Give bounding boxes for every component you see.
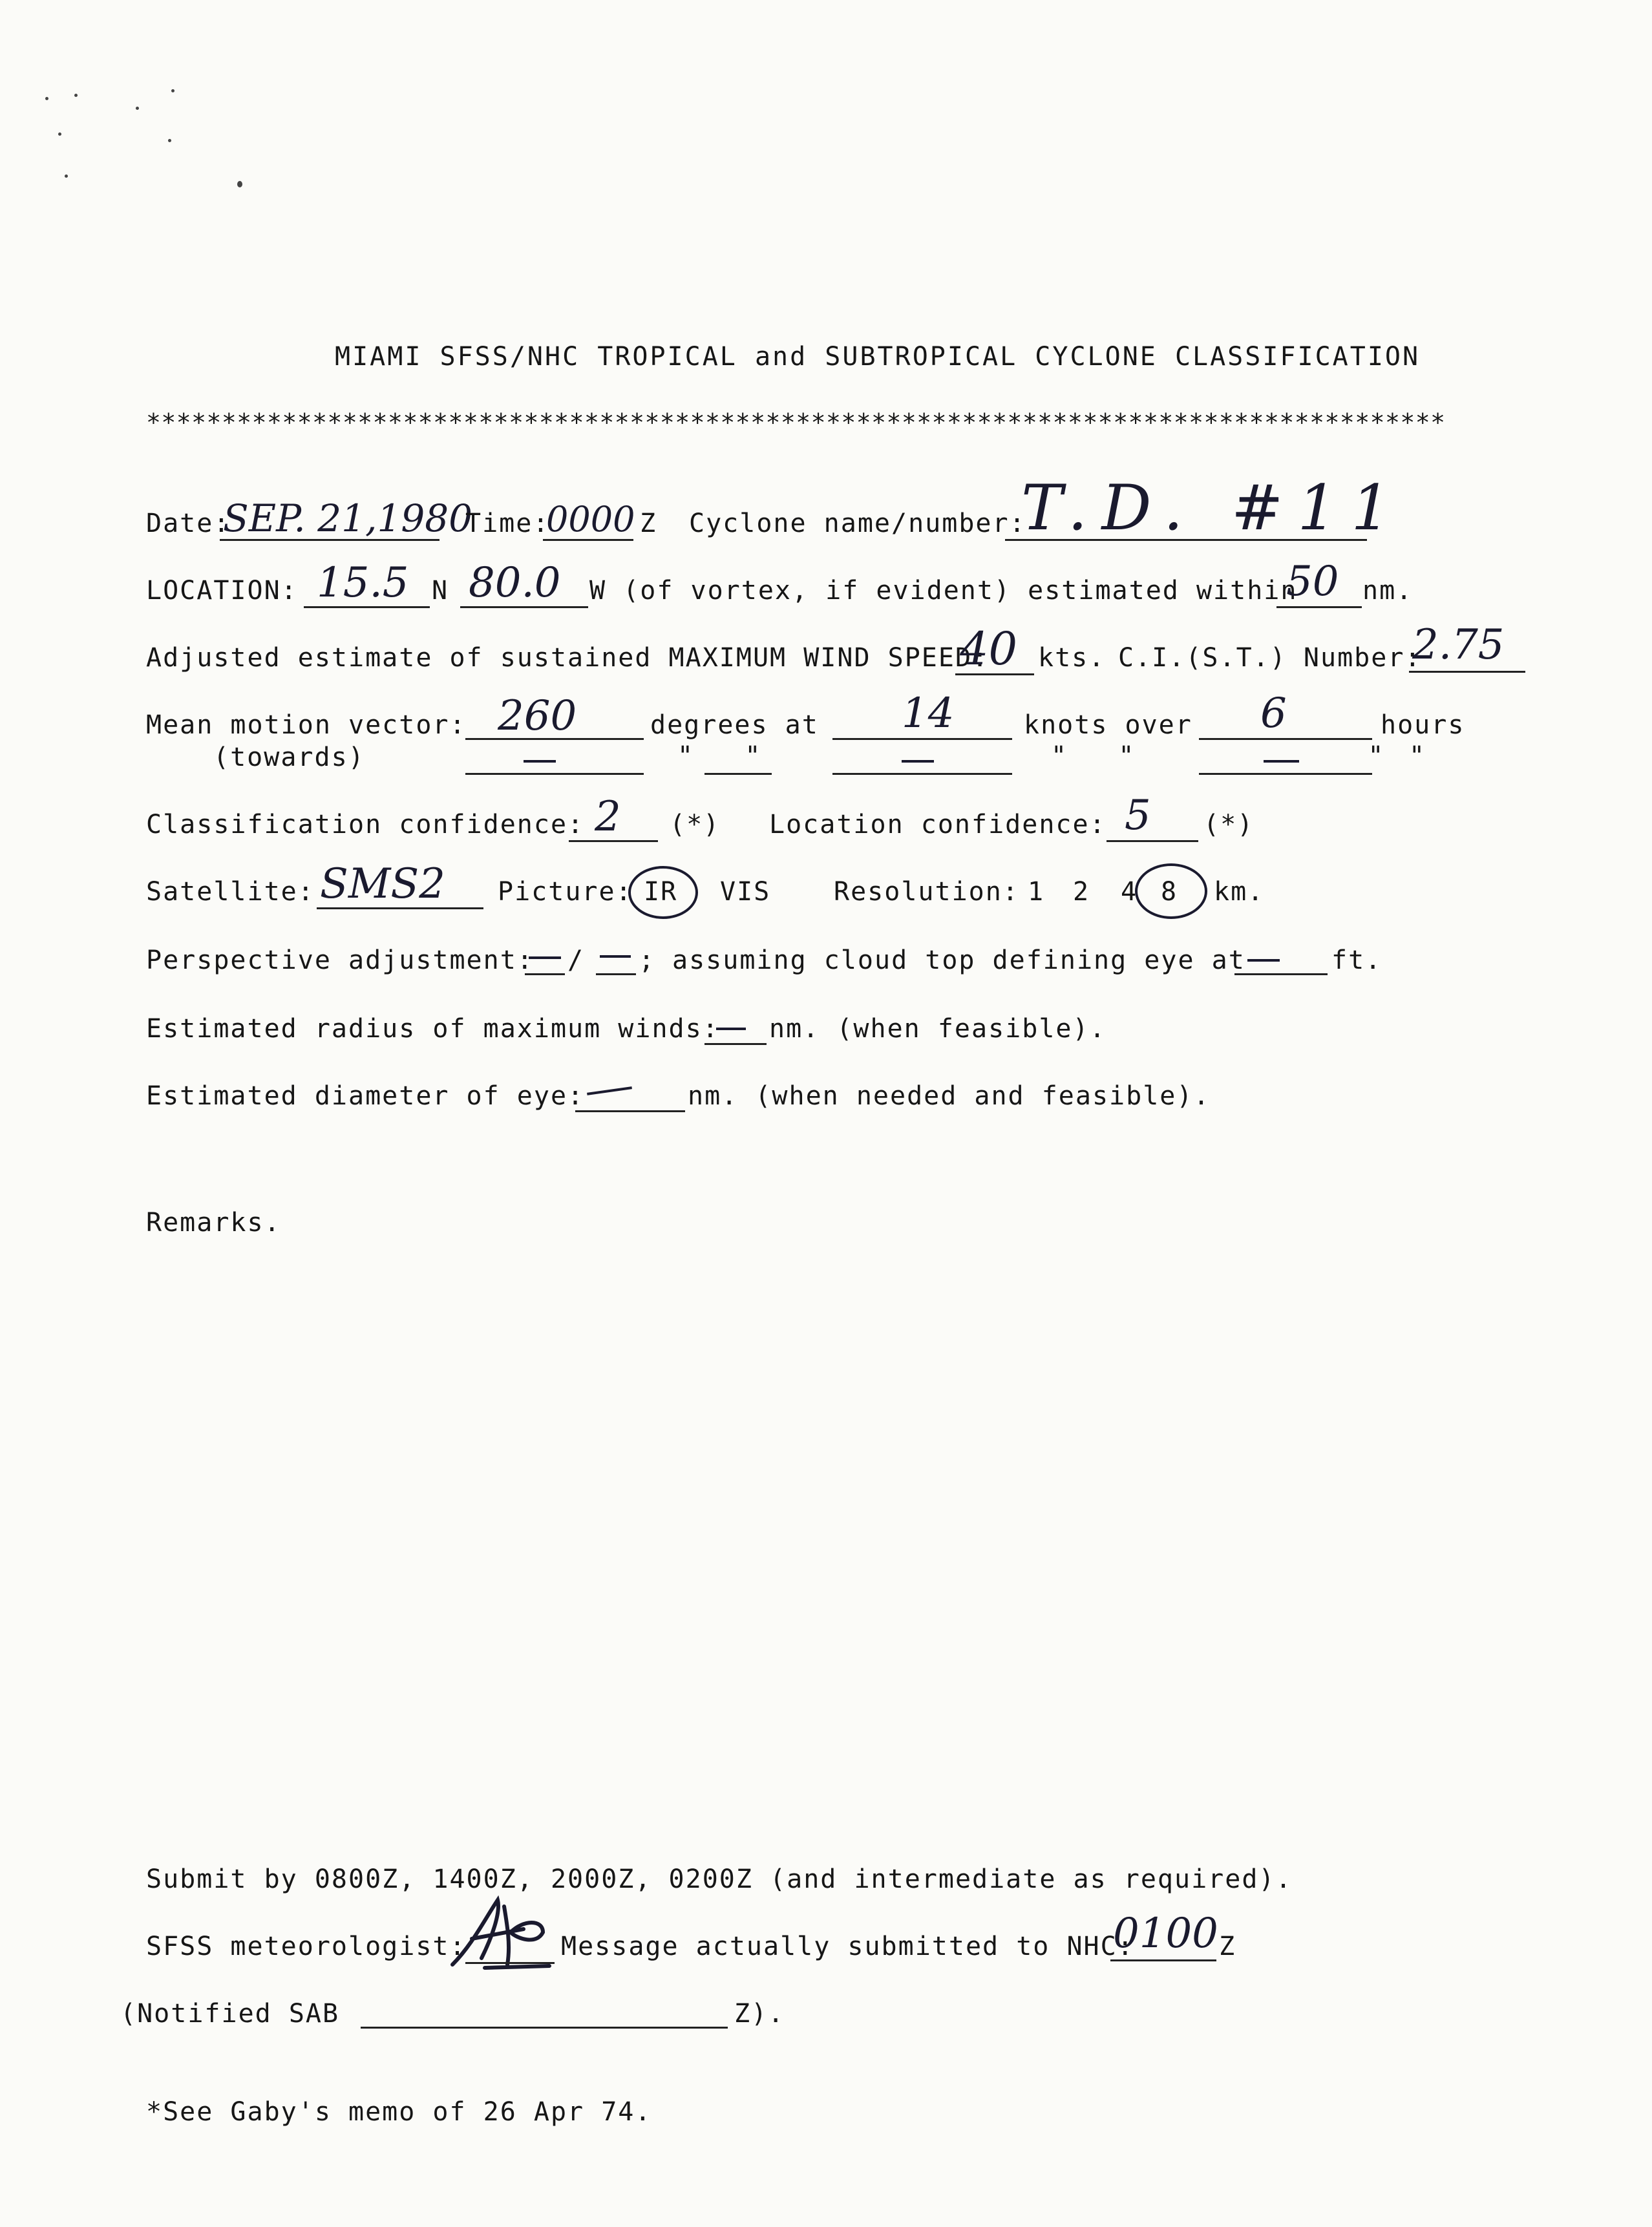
perspective-ft: ft. [1331, 945, 1382, 975]
date-underline [220, 539, 439, 541]
time-suffix: Z [640, 509, 657, 538]
latitude-value: 15.5 [317, 559, 409, 607]
perspective-underline-2 [596, 973, 636, 975]
knots-dash [902, 760, 934, 763]
picture-vis: VIS [720, 877, 771, 907]
perspective-dash-1 [529, 956, 561, 959]
notified-underline [361, 2027, 728, 2029]
message-label: Message actually submitted to NHC: [561, 1932, 1134, 1961]
resolution-8: 8 [1161, 877, 1178, 907]
notified-prefix: (Notified SAB [120, 1999, 340, 2029]
scan-speck [65, 174, 68, 178]
meteorologist-label: SFSS meteorologist: [146, 1932, 467, 1961]
submit-instructions: Submit by 0800Z, 1400Z, 2000Z, 0200Z (and intermediate as required). [146, 1864, 1293, 1894]
degrees-label: degrees at [650, 710, 819, 740]
time-value: 0000 [546, 499, 635, 540]
location-confidence-value: 5 [1125, 792, 1151, 839]
degrees-underline [465, 738, 644, 740]
meteorologist-underline [465, 1962, 555, 1964]
classification-confidence-value: 2 [595, 793, 621, 841]
message-z: Z [1219, 1932, 1236, 1961]
cloud-top-underline [1234, 973, 1328, 975]
latitude-underline [304, 606, 430, 608]
picture-ir: IR [644, 877, 678, 907]
within-nm: nm. [1362, 576, 1414, 606]
knots-ditto: " " [1051, 741, 1136, 771]
scan-speck [237, 181, 242, 187]
knots-underline [832, 738, 1012, 740]
picture-label: Picture: [498, 877, 633, 907]
scan-speck [171, 89, 175, 92]
latitude-n: N [432, 576, 449, 606]
scan-speck [168, 139, 171, 142]
classification-confidence-label: Classification confidence: [146, 810, 585, 839]
ci-label: C.I.(S.T.) Number: [1118, 643, 1422, 673]
knots-underline-2 [832, 773, 1012, 775]
notified-suffix: Z). [734, 1999, 785, 2029]
degrees-ditto-underline [704, 773, 772, 775]
eye-dash [587, 1086, 632, 1095]
eye-underline [575, 1110, 685, 1112]
time-label: Time: [465, 509, 550, 538]
resolution-1: 1 [1028, 877, 1045, 907]
perspective-rest: assuming cloud top defining eye at [672, 945, 1245, 975]
scan-speck [45, 97, 48, 100]
hours-label: hours [1381, 710, 1465, 740]
eye-rest: nm. (when needed and feasible). [688, 1081, 1211, 1111]
location-w-text: W (of vortex, if evident) estimated within [589, 576, 1298, 606]
message-time-value: 0100 [1113, 1910, 1218, 1958]
resolution-2: 2 [1073, 877, 1090, 907]
satellite-underline [317, 907, 483, 909]
motion-sub-label: (towards) [213, 743, 365, 772]
motion-hours-value: 6 [1260, 690, 1287, 737]
hours-underline [1199, 738, 1372, 740]
degrees-dash [524, 760, 556, 763]
classification-asterisk: (*) [670, 810, 721, 839]
location-confidence-underline [1107, 840, 1198, 842]
asterisk-separator: ************************************************************************************** [146, 408, 1446, 437]
cyclone-label: Cyclone name/number: [689, 509, 1026, 538]
wind-value: 40 [960, 622, 1018, 675]
footnote: *See Gaby's memo of 26 Apr 74. [146, 2097, 652, 2127]
motion-label: Mean motion vector: [146, 710, 467, 740]
perspective-slash: / [567, 945, 585, 975]
degrees-underline-2 [465, 773, 644, 775]
satellite-value: SMS2 [320, 860, 445, 908]
motion-degrees-value: 260 [498, 692, 577, 740]
ci-value: 2.75 [1412, 621, 1505, 669]
cyclone-value: T.D. #11 [1021, 472, 1405, 544]
satellite-label: Satellite: [146, 877, 315, 907]
location-asterisk: (*) [1203, 810, 1255, 839]
knots-label: knots over [1024, 710, 1192, 740]
degrees-ditto: " " [677, 741, 762, 771]
resolution-label: Resolution: [834, 877, 1019, 907]
wind-underline [955, 673, 1034, 675]
wind-label: Adjusted estimate of sustained MAXIMUM WIND SPEED: [146, 643, 990, 673]
time-underline [543, 539, 633, 541]
meteorologist-signature-icon [446, 1894, 556, 1978]
hours-underline-2 [1199, 773, 1372, 775]
resolution-km: km. [1214, 877, 1265, 907]
remarks-label: Remarks. [146, 1208, 281, 1238]
cyclone-underline [1005, 539, 1367, 541]
longitude-underline [460, 606, 588, 608]
form-title: MIAMI SFSS/NHC TROPICAL and SUBTROPICAL CYCLONE CLASSIFICATION [335, 342, 1421, 372]
scan-speck [58, 132, 61, 136]
radius-label: Estimated radius of maximum winds: [146, 1014, 719, 1044]
perspective-underline-1 [525, 973, 565, 975]
date-value: SEP. 21,1980 [223, 496, 473, 540]
radius-dash [716, 1028, 746, 1030]
longitude-value: 80.0 [469, 559, 561, 607]
wind-kts: kts. [1038, 643, 1106, 673]
hours-dash [1264, 760, 1299, 763]
location-confidence-label: Location confidence: [769, 810, 1107, 839]
radius-underline [704, 1043, 767, 1045]
location-label: LOCATION: [146, 576, 298, 606]
perspective-semicolon: ; [639, 945, 656, 975]
scan-speck [74, 94, 78, 97]
motion-knots-value: 14 [902, 690, 955, 737]
message-time-underline [1110, 1959, 1216, 1961]
resolution-4: 4 [1121, 877, 1138, 907]
date-label: Date: [146, 509, 231, 538]
scan-speck [136, 107, 139, 110]
classification-confidence-underline [569, 840, 658, 842]
cloud-top-dash [1247, 959, 1280, 962]
within-value: 50 [1286, 558, 1339, 606]
perspective-label: Perspective adjustment: [146, 945, 534, 975]
radius-rest: nm. (when feasible). [769, 1014, 1107, 1044]
eye-label: Estimated diameter of eye: [146, 1081, 585, 1111]
within-underline [1276, 606, 1362, 608]
ci-underline [1409, 671, 1525, 673]
perspective-dash-2 [600, 955, 631, 958]
